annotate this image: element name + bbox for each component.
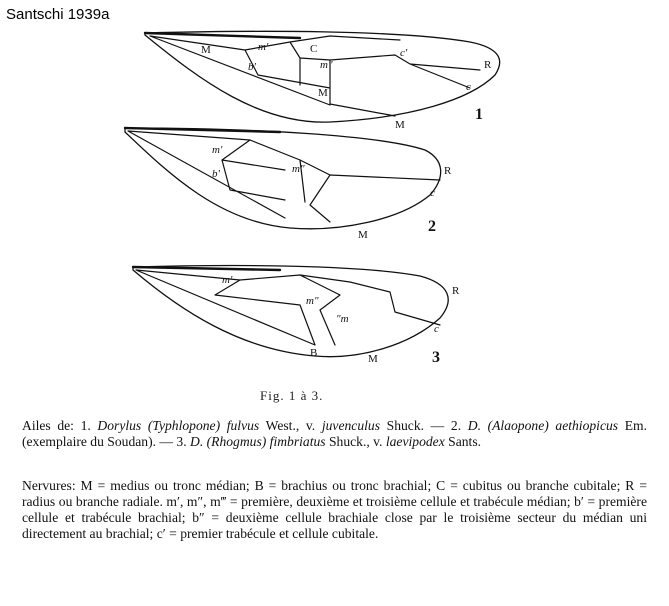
wing-2 xyxy=(125,128,452,241)
wing-1-label-M: M xyxy=(201,44,211,56)
wing-1-label-b-prime: b' xyxy=(248,61,256,73)
p1-text-4: Shuck. — 2. xyxy=(380,418,468,433)
wing-1-label-c-prime: c' xyxy=(400,47,408,59)
wing-1-label-m-prime: m' xyxy=(258,41,269,53)
wing-2-label-m-prime: m' xyxy=(212,144,223,156)
p1-species-3: D. (Rhogmus) fimbriatus xyxy=(190,434,326,449)
citation-header: Santschi 1939a xyxy=(6,6,110,23)
wing-1-label-M-edge: M xyxy=(395,119,405,131)
wing-3-label-c: c xyxy=(434,323,439,335)
wing-1-label-m-second: m" xyxy=(320,59,333,71)
wing-2-label-m-second: m" xyxy=(292,163,305,175)
wing-1-label-M-lower: M xyxy=(318,87,328,99)
p1-text-10: Sants. xyxy=(444,434,482,449)
wing-3-label-B: B xyxy=(310,347,318,359)
p1-text-6: Em. (exemplaire du Soudan). — 3. xyxy=(22,418,647,449)
figure-caption: Fig. 1 à 3. xyxy=(260,388,324,403)
wing-3-costa xyxy=(133,267,280,270)
p1-variety-3: laevipodex xyxy=(385,434,445,449)
wing-3-label-m-prime: m' xyxy=(222,274,233,286)
p1-variety-1: juvenculus xyxy=(321,418,380,433)
wing-3-label-m-second: m" xyxy=(306,295,319,307)
wing-1-label-R: R xyxy=(484,59,492,71)
wing-3-label-M: M xyxy=(368,353,378,365)
wing-2-label-b-prime: b' xyxy=(212,168,220,180)
wing-2-label-c: c xyxy=(430,187,435,199)
wing-2-label-R: R xyxy=(444,165,452,177)
wing-species-paragraph xyxy=(22,418,647,450)
wing-1 xyxy=(145,31,500,131)
wing-1-number: 1 xyxy=(475,106,483,123)
wing-3-label-R: R xyxy=(452,285,460,297)
wing-2-number: 2 xyxy=(428,218,436,235)
wing-2-label-M: M xyxy=(358,229,368,241)
venation-legend-paragraph: Nervures: M = medius ou tronc médian; B = brachius ou tronc brachial; C = cubitus ou branche cubitale; R = radius ou branche radiale. m′, m″, m‴ = première, deuxième et troisième cellule et trabécule médian; b′ = première cellule et trabécule brachial; b″ = deuxième cellule brachiale close par le troisième secteur du médian uni directement au brachial; c′ = premier trabécule et cellule cubitale. xyxy=(22,478,647,541)
p1-lead: Ailes de: 1. xyxy=(22,418,98,433)
wing-1-label-c: c xyxy=(466,81,471,93)
wing-3-label-m-third: "m xyxy=(336,313,349,325)
wing-3-number: 3 xyxy=(432,349,440,366)
wing-1-outline xyxy=(145,31,500,122)
p1-species-2: D. (Alaopone) aethiopicus xyxy=(467,418,619,433)
wing-1-label-C: C xyxy=(310,43,318,55)
p1-species-1: Dorylus (Typhlopone) fulvus xyxy=(97,418,260,433)
p1-text-2: West., v. xyxy=(259,418,322,433)
wing-3-outline xyxy=(133,266,448,357)
wing-3 xyxy=(133,266,460,366)
wing-1-costa xyxy=(145,33,300,38)
p1-text-8: Shuck., v. xyxy=(325,434,386,449)
